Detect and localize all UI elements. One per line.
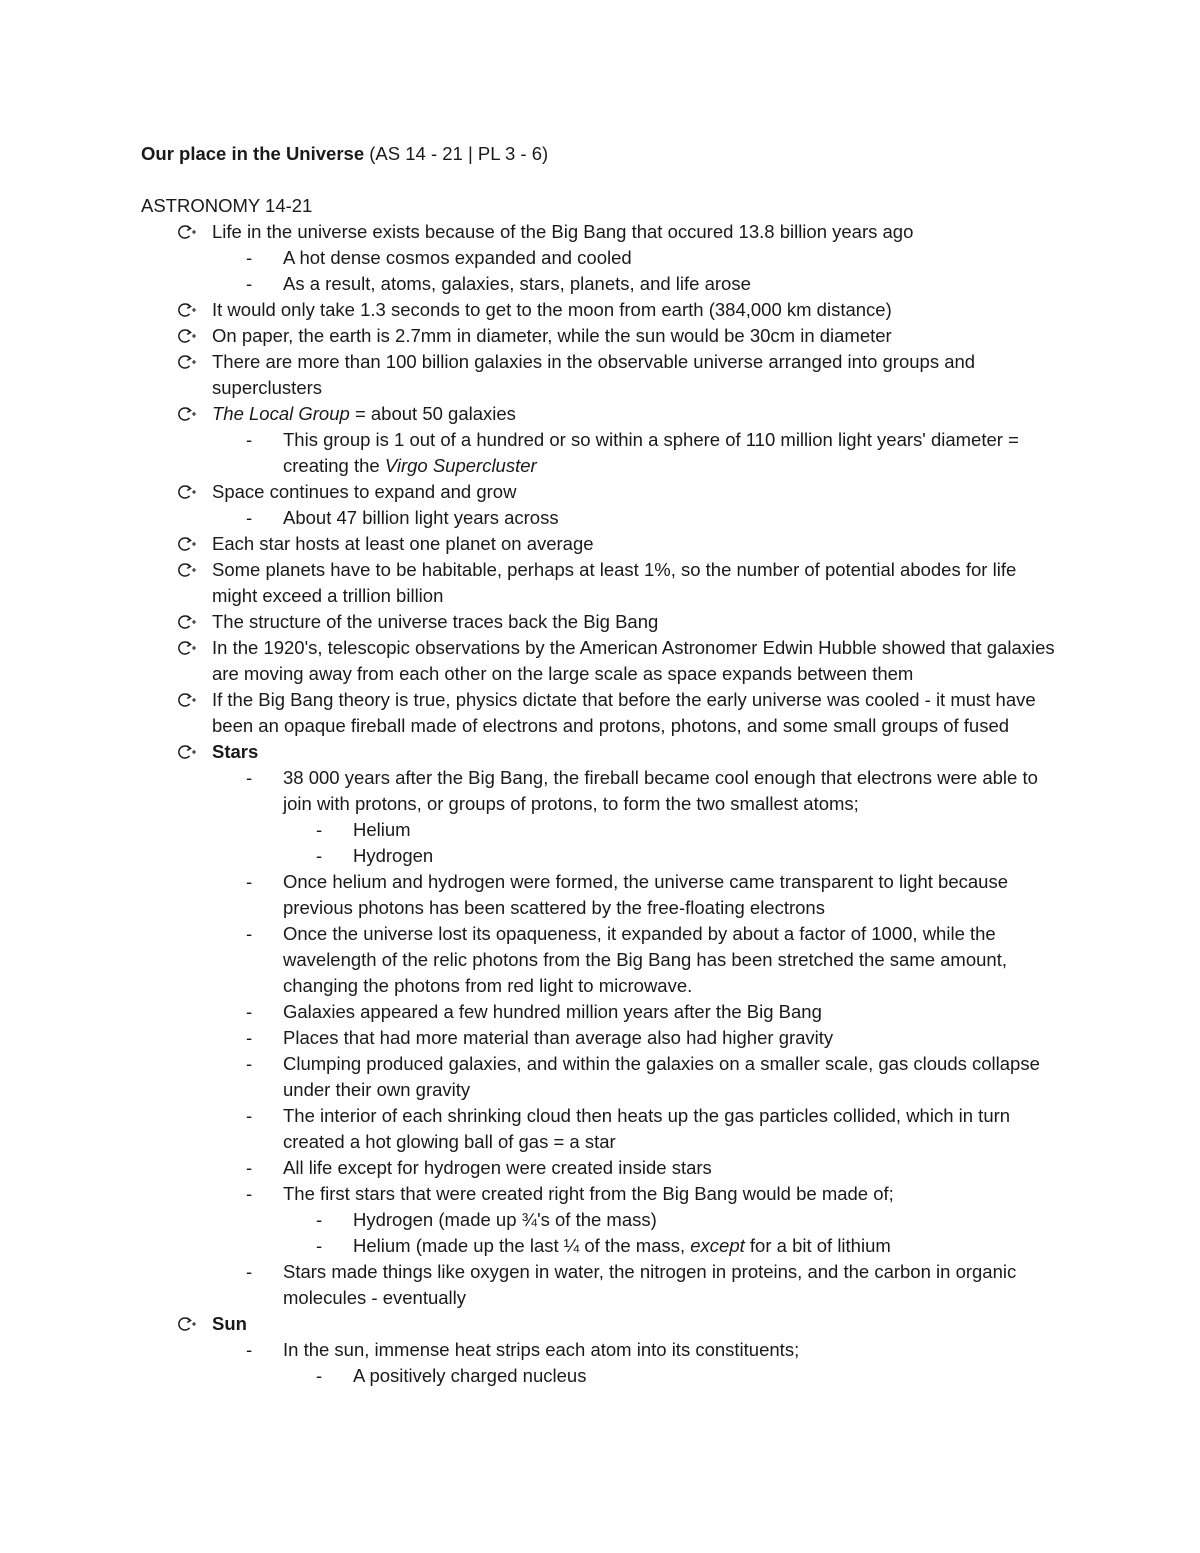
line-text: Each star hosts at least one planet on average bbox=[212, 533, 594, 554]
line-text: Helium bbox=[353, 819, 411, 840]
sub-item bbox=[141, 271, 1061, 297]
dash-marker: - bbox=[246, 1027, 253, 1048]
dash-marker: - bbox=[246, 1001, 253, 1022]
document-body bbox=[141, 141, 1061, 1389]
notes-outline bbox=[141, 219, 1061, 1389]
line-text: The interior of each shrinking cloud then heats up the gas particles collided, which in turn created a hot glowing ball of gas = a star bbox=[283, 1105, 1011, 1152]
dash-marker: - bbox=[316, 1209, 323, 1230]
line-text: It would only take 1.3 seconds to get to the moon from earth (384,000 km distance) bbox=[212, 299, 892, 320]
line-text: The structure of the universe traces back the Big Bang bbox=[212, 611, 659, 632]
dash-marker: - bbox=[246, 429, 253, 450]
dash-marker: - bbox=[246, 507, 253, 528]
bullet-item bbox=[141, 635, 1061, 687]
circular-arrow-icon bbox=[177, 609, 201, 630]
line-text: for a bit of lithium bbox=[744, 1235, 891, 1256]
sub-item bbox=[141, 1259, 1061, 1311]
circular-arrow-icon bbox=[177, 687, 201, 708]
line-text: On paper, the earth is 2.7mm in diameter, while the sun would be 30cm in diameter bbox=[212, 325, 892, 346]
sub-sub-item bbox=[141, 817, 1061, 843]
line-text: A positively charged nucleus bbox=[353, 1365, 587, 1386]
line-text: Galaxies appeared a few hundred million years after the Big Bang bbox=[283, 1001, 822, 1022]
line-text: = about 50 galaxies bbox=[349, 403, 516, 424]
circular-arrow-icon bbox=[177, 401, 201, 422]
line-text: Virgo Supercluster bbox=[384, 455, 537, 476]
sub-item bbox=[141, 1155, 1061, 1181]
dash-marker: - bbox=[246, 767, 253, 788]
line-text: Helium (made up the last ¼ of the mass, bbox=[353, 1235, 691, 1256]
line-text: Some planets have to be habitable, perhaps at least 1%, so the number of potential abodes for life might exceed a trillion billion bbox=[212, 559, 1017, 606]
dash-marker: - bbox=[246, 871, 253, 892]
bullet-item bbox=[141, 323, 1061, 349]
dash-marker: - bbox=[246, 1261, 253, 1282]
bullet-item bbox=[141, 531, 1061, 557]
sub-item bbox=[141, 1025, 1061, 1051]
line-text: Life in the universe exists because of the Big Bang that occured 13.8 billion years ago bbox=[212, 221, 914, 242]
sub-item bbox=[141, 245, 1061, 271]
line-text: In the 1920's, telescopic observations by the American Astronomer Edwin Hubble showed that galaxies are moving away from each other on the large scale as space expands between them bbox=[212, 637, 1055, 684]
bullet-item bbox=[141, 219, 1061, 245]
circular-arrow-icon bbox=[177, 531, 201, 552]
document-title bbox=[141, 141, 1061, 167]
circular-arrow-icon bbox=[177, 479, 201, 500]
sub-item bbox=[141, 765, 1061, 817]
sub-sub-item bbox=[141, 843, 1061, 869]
sub-item bbox=[141, 999, 1061, 1025]
line-text: except bbox=[690, 1235, 745, 1256]
line-text: In the sun, immense heat strips each atom into its constituents; bbox=[283, 1339, 800, 1360]
line-text: If the Big Bang theory is true, physics dictate that before the early universe was cooled - it must have been an opaque fireball made of electrons and protons, photons, and some small groups of fused bbox=[212, 689, 1036, 736]
line-text: Hydrogen bbox=[353, 845, 434, 866]
line-text: Once helium and hydrogen were formed, the universe came transparent to light because previous photons has been scattered by the free-floating electrons bbox=[283, 871, 1008, 918]
sub-item bbox=[141, 1337, 1061, 1363]
dash-marker: - bbox=[246, 1157, 253, 1178]
title-bold: Our place in the Universe bbox=[141, 143, 365, 164]
sub-item bbox=[141, 921, 1061, 999]
dash-marker: - bbox=[316, 845, 323, 866]
line-text: Stars made things like oxygen in water, the nitrogen in proteins, and the carbon in organic molecules - eventually bbox=[283, 1261, 1017, 1308]
line-text: Stars bbox=[212, 741, 259, 762]
line-text: The Local Group bbox=[212, 403, 350, 424]
bullet-item bbox=[141, 609, 1061, 635]
line-text: About 47 billion light years across bbox=[283, 507, 559, 528]
line-text: Space continues to expand and grow bbox=[212, 481, 517, 502]
circular-arrow-icon bbox=[177, 635, 201, 656]
bullet-item bbox=[141, 687, 1061, 739]
dash-marker: - bbox=[246, 923, 253, 944]
circular-arrow-icon bbox=[177, 219, 201, 240]
sub-item bbox=[141, 1051, 1061, 1103]
dash-marker: - bbox=[246, 1105, 253, 1126]
sub-item bbox=[141, 427, 1061, 479]
bullet-item bbox=[141, 479, 1061, 505]
line-text: The first stars that were created right from the Big Bang would be made of; bbox=[283, 1183, 894, 1204]
line-text: There are more than 100 billion galaxies in the observable universe arranged into groups and superclusters bbox=[212, 351, 976, 398]
bullet-item bbox=[141, 349, 1061, 401]
bullet-item bbox=[141, 297, 1061, 323]
dash-marker: - bbox=[246, 247, 253, 268]
circular-arrow-icon bbox=[177, 323, 201, 344]
bullet-item bbox=[141, 557, 1061, 609]
section-heading: ASTRONOMY 14-21 bbox=[141, 195, 313, 216]
dash-marker: - bbox=[316, 819, 323, 840]
dash-marker: - bbox=[246, 1053, 253, 1074]
bullet-item bbox=[141, 401, 1061, 427]
sub-sub-item bbox=[141, 1207, 1061, 1233]
circular-arrow-icon bbox=[177, 349, 201, 370]
sub-sub-item bbox=[141, 1233, 1061, 1259]
line-text: Places that had more material than average also had higher gravity bbox=[283, 1027, 834, 1048]
line-text: Sun bbox=[212, 1313, 247, 1334]
line-text: 38 000 years after the Big Bang, the fireball became cool enough that electrons were able to join with protons, or groups of protons, to form the two smallest atoms; bbox=[283, 767, 1038, 814]
dash-marker: - bbox=[246, 1339, 253, 1360]
dash-marker: - bbox=[246, 273, 253, 294]
circular-arrow-icon bbox=[177, 557, 201, 578]
line-text: A hot dense cosmos expanded and cooled bbox=[283, 247, 632, 268]
sub-item bbox=[141, 869, 1061, 921]
dash-marker: - bbox=[246, 1183, 253, 1204]
bullet-item bbox=[141, 1311, 1061, 1337]
line-text: This group is 1 out of a hundred or so within a sphere of 110 million light years' diameter = creating the bbox=[283, 429, 1019, 476]
line-text: Hydrogen (made up ¾'s of the mass) bbox=[353, 1209, 657, 1230]
line-text: Clumping produced galaxies, and within the galaxies on a smaller scale, gas clouds collapse under their own gravity bbox=[283, 1053, 1040, 1100]
sub-item bbox=[141, 505, 1061, 531]
line-text: Once the universe lost its opaqueness, it expanded by about a factor of 1000, while the wavelength of the relic photons from the Big Bang has been stretched the same amount, changing the photons from red light to microwave. bbox=[283, 923, 1007, 996]
line-text: All life except for hydrogen were created inside stars bbox=[283, 1157, 712, 1178]
circular-arrow-icon bbox=[177, 1311, 201, 1332]
bullet-item bbox=[141, 739, 1061, 765]
sub-item bbox=[141, 1181, 1061, 1207]
circular-arrow-icon bbox=[177, 739, 201, 760]
dash-marker: - bbox=[316, 1235, 323, 1256]
title-suffix: (AS 14 - 21 | PL 3 - 6) bbox=[364, 143, 549, 164]
sub-sub-item bbox=[141, 1363, 1061, 1389]
line-text: As a result, atoms, galaxies, stars, planets, and life arose bbox=[283, 273, 751, 294]
dash-marker: - bbox=[316, 1365, 323, 1386]
circular-arrow-icon bbox=[177, 297, 201, 318]
sub-item bbox=[141, 1103, 1061, 1155]
